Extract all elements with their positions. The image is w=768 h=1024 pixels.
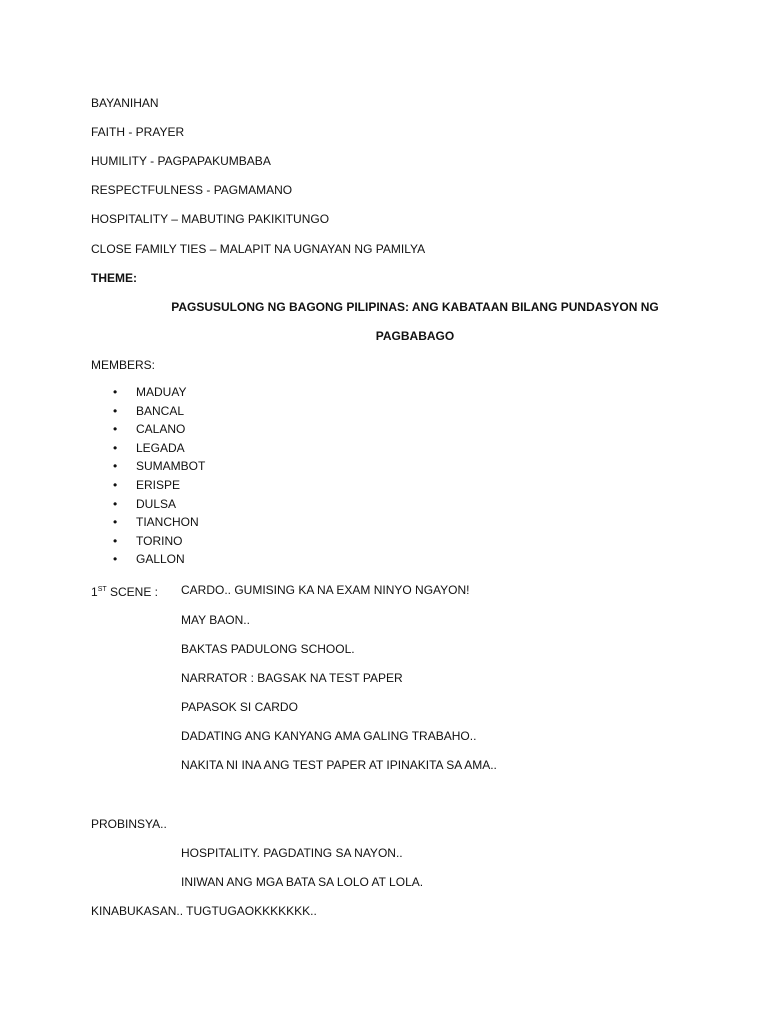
scene-1-line: CARDO.. GUMISING KA NA EXAM NINYO NGAYON! <box>181 583 470 597</box>
bullet-icon: • <box>113 533 118 548</box>
members-list <box>111 385 205 571</box>
bullet-icon: • <box>113 385 118 399</box>
bullet-icon: • <box>113 403 118 418</box>
scene-label-text: SCENE : <box>106 585 158 599</box>
theme-label: THEME: <box>91 271 137 285</box>
list-item <box>111 385 205 404</box>
scene-1-line: BAKTAS PADULONG SCHOOL. <box>181 642 355 656</box>
scene-number: 1 <box>91 585 98 599</box>
scene-1-line: DADATING ANG KANYANG AMA GALING TRABAHO.. <box>181 729 477 743</box>
intro-line-respectfulness: RESPECTFULNESS - PAGMAMANO <box>91 183 293 197</box>
member-name: BANCAL <box>136 403 185 418</box>
list-item <box>111 478 205 497</box>
list-item <box>111 497 205 516</box>
list-item <box>111 552 205 571</box>
bullet-icon: • <box>113 552 118 567</box>
bullet-icon: • <box>113 515 118 530</box>
scene-1-label <box>91 583 158 599</box>
intro-line-hospitality: HOSPITALITY – MABUTING PAKIKITUNGO <box>91 212 330 226</box>
probinsya-line: HOSPITALITY. PAGDATING SA NAYON.. <box>181 846 403 860</box>
intro-line-humility: HUMILITY - PAGPAPAKUMBABA <box>91 154 271 168</box>
bullet-icon: • <box>113 440 118 455</box>
scene-1-line: NARRATOR : BAGSAK NA TEST PAPER <box>181 671 403 685</box>
bullet-icon: • <box>113 459 118 474</box>
theme-title-line-1: PAGSUSULONG NG BAGONG PILIPINAS: ANG KABATAAN BILANG PUNDASYON NG <box>171 300 659 314</box>
list-item <box>111 534 205 553</box>
member-name: ERISPE <box>136 477 181 492</box>
scene-1-line: MAY BAON.. <box>181 613 250 627</box>
list-item <box>111 459 205 478</box>
intro-line-family-ties: CLOSE FAMILY TIES – MALAPIT NA UGNAYAN NG PAMILYA <box>91 242 426 256</box>
member-name: DULSA <box>136 496 177 511</box>
intro-line-bayanihan: BAYANIHAN <box>91 96 159 110</box>
member-name: LEGADA <box>136 440 185 455</box>
bullet-icon: • <box>113 496 118 511</box>
intro-line-faith: FAITH - PRAYER <box>91 125 185 139</box>
member-name: CALANO <box>136 422 186 437</box>
member-name: MADUAY <box>136 385 187 399</box>
kinabukasan-line: KINABUKASAN.. TUGTUGAOKKKKKKK.. <box>91 904 317 918</box>
list-item <box>111 441 205 460</box>
bullet-icon: • <box>113 477 118 492</box>
members-label: MEMBERS: <box>91 358 156 372</box>
list-item <box>111 515 205 534</box>
member-name: TORINO <box>136 533 183 548</box>
member-name: GALLON <box>136 552 185 567</box>
member-name: TIANCHON <box>136 515 199 530</box>
list-item <box>111 404 205 423</box>
member-name: SUMAMBOT <box>136 459 206 474</box>
bullet-icon: • <box>113 422 118 437</box>
probinsya-heading: PROBINSYA.. <box>91 817 167 831</box>
scene-1-line: NAKITA NI INA ANG TEST PAPER AT IPINAKITA SA AMA.. <box>181 758 497 772</box>
scene-1-line: PAPASOK SI CARDO <box>181 700 298 714</box>
list-item <box>111 422 205 441</box>
scene-ordinal-suffix: ST <box>97 586 107 593</box>
theme-title-line-2: PAGBABAGO <box>375 329 455 343</box>
probinsya-line: INIWAN ANG MGA BATA SA LOLO AT LOLA. <box>181 875 424 889</box>
